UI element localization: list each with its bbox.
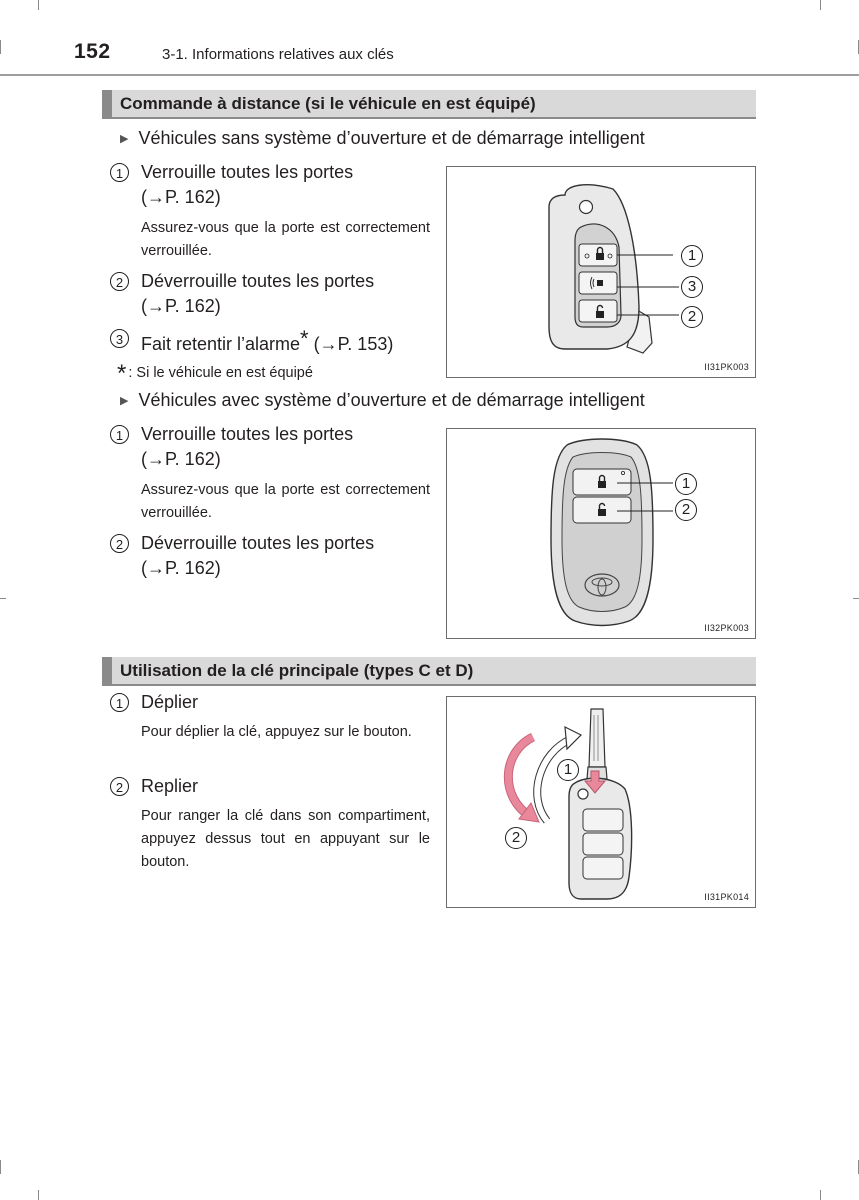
number-circle: 3 [110,329,129,348]
item-text: Fait retentir l’alarme [141,334,301,354]
item-text: Verrouille toutes les portes [141,424,354,444]
section-title: Commande à distance (si le véhicule en est équipé) [120,94,536,113]
item-text: Verrouille toutes les portes [141,162,354,182]
callout-number: 1 [681,245,703,267]
item-note: Assurez-vous que la porte est correctement verrouillée. [141,482,430,521]
subsection-heading-with-smart-entry [120,390,645,411]
list-item [141,326,393,357]
figure-smart-key [446,428,756,639]
item-note: Pour ranger la clé dans son compartiment, appuyez dessus tout en appuyant sur le bouton. [141,808,430,870]
number-circle: 2 [110,534,129,553]
list-item [141,269,374,319]
list-item: Déplier [141,692,199,712]
number-circle: 1 [110,425,129,444]
callout-number: 3 [681,276,703,298]
list-item [141,160,353,210]
fold-key-illustration [447,697,757,909]
footnote-asterisk: * [117,360,127,387]
callout-number: 1 [557,759,579,781]
number-circle: 1 [110,693,129,712]
subsection-heading-without-smart-entry [120,128,645,149]
item-ref: (→P. 162) [141,449,221,469]
item-note: Assurez-vous que la porte est correctement verrouillée. [141,220,430,259]
figure-fold-key [446,696,756,908]
triangle-bullet-icon: ▶ [120,395,129,407]
section-heading-master-key [102,657,756,684]
figure-code: II31PK014 [704,892,749,902]
callout-number: 2 [505,827,527,849]
subsection-text: Véhicules avec système d’ouverture et de démarrage intelligent [138,390,645,410]
crop-mark [38,0,39,10]
crop-mark [0,598,6,599]
chapter-title: 3-1. Informations relatives aux clés [162,46,394,63]
subsection-text: Véhicules sans système d’ouverture et de démarrage intelligent [138,128,645,148]
footnote-text: : Si le véhicule en est équipé [128,365,313,381]
triangle-bullet-icon: ▶ [120,133,129,145]
figure-code: II32PK003 [704,623,749,633]
header-divider [0,74,859,76]
fold-arrow [508,737,539,822]
item-ref: (→P. 162) [141,187,221,207]
section-title: Utilisation de la clé principale (types C et D) [120,661,474,680]
item-text: Déverrouille toutes les portes [141,533,375,553]
figure-code: II31PK003 [704,362,749,372]
page-number: 152 [74,40,111,63]
section-heading-remote [102,90,756,117]
number-circle: 2 [110,777,129,796]
crop-mark [0,1160,1,1174]
item-ref: (→P. 162) [141,296,221,316]
list-item [141,531,374,581]
asterisk-mark: * [300,326,309,351]
section-underline [102,684,756,686]
list-item: Replier [141,776,199,796]
crop-mark [38,1190,39,1200]
item-ref: (→P. 153) [313,334,394,354]
callout-number: 2 [675,499,697,521]
figure-flip-key-remote [446,166,756,378]
crop-mark [820,1190,821,1200]
footnote [117,360,313,388]
crop-mark [820,0,821,10]
item-text: Déverrouille toutes les portes [141,271,375,291]
smart-key-illustration [447,429,757,640]
crop-mark [0,40,1,54]
section-underline [102,117,756,119]
list-item [141,422,353,472]
callout-number: 2 [681,306,703,328]
item-note: Pour déplier la clé, appuyez sur le bouton. [141,724,412,740]
callout-number: 1 [675,473,697,495]
item-ref: (→P. 162) [141,558,221,578]
number-circle: 2 [110,272,129,291]
key-blade [587,709,607,779]
flip-key-illustration [447,167,757,379]
number-circle: 1 [110,163,129,182]
crop-mark [853,598,859,599]
